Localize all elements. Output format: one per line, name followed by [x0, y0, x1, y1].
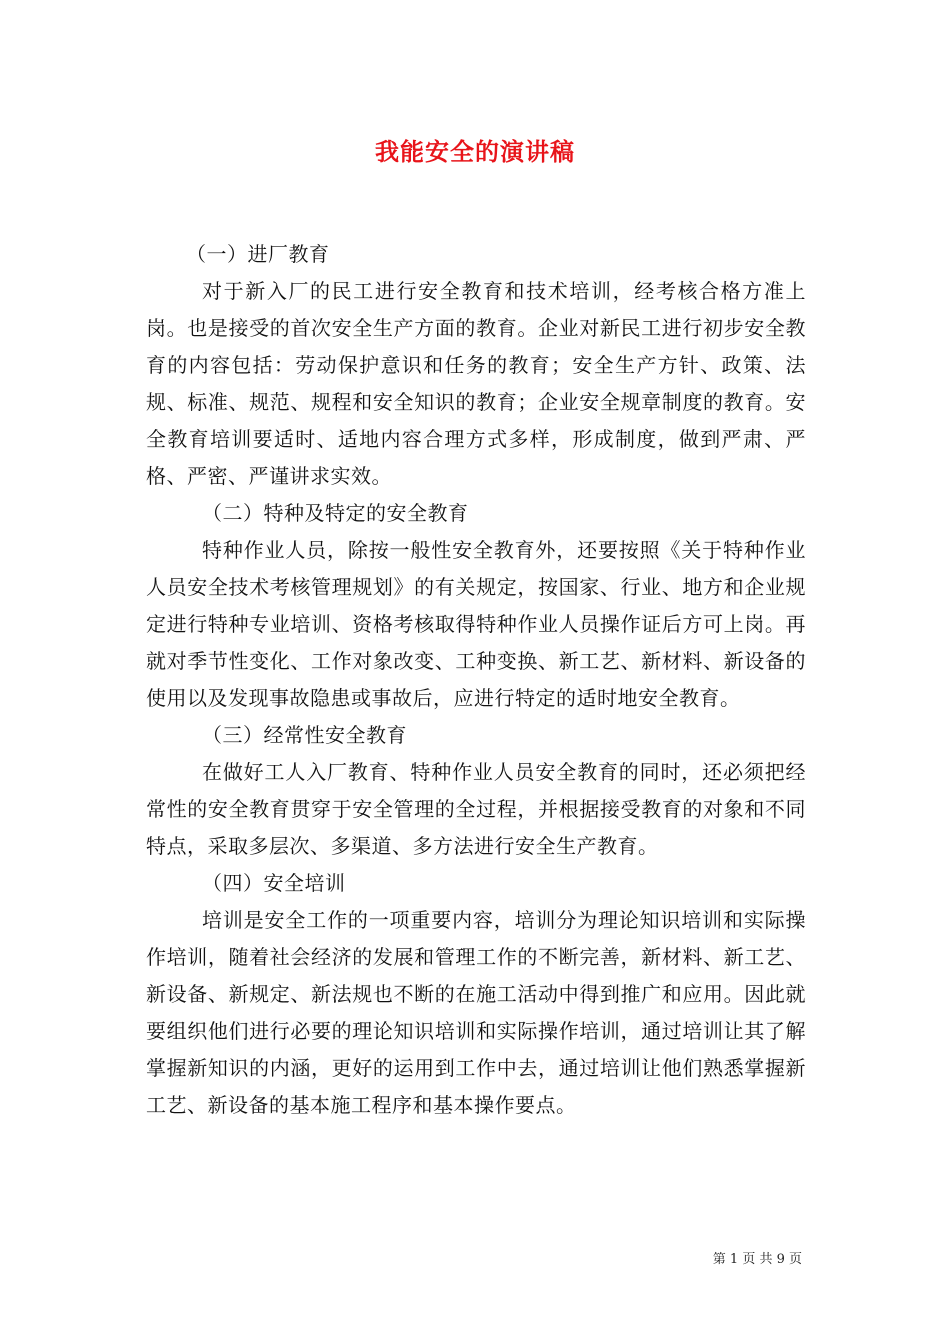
document-body — [146, 236, 806, 1124]
section-paragraph-3: 在做好工人入厂教育、特种作业人员安全教育的同时，还必须把经常性的安全教育贯穿于安全管理的全过程，并根据接受教育的对象和不同特点，采取多层次、多渠道、多方法进行安全生产教育。 — [146, 760, 806, 858]
section-heading-1: （一）进厂教育 — [186, 242, 330, 266]
section-paragraph-4: 培训是安全工作的一项重要内容，培训分为理论知识培训和实际操作培训，随着社会经济的发展和管理工作的不断完善，新材料、新工艺、新设备、新规定、新法规也不断的在施工活动中得到推广和应用。因此就要组织他们进行必要的理论知识培训和实际操作培训，通过培训让其了解掌握新知识的内涵，更好的运用到工作中去，通过培训让他们熟悉掌握新工艺、新设备的基本施工程序和基本操作要点。 — [146, 908, 806, 1117]
page-number-footer: 第 1 页 共 9 页 — [712, 1252, 802, 1267]
section-paragraph-2: 特种作业人员，除按一般性安全教育外，还要按照《关于特种作业人员安全技术考核管理规划》的有关规定，按国家、行业、地方和企业规定进行特种专业培训、资格考核取得特种作业人员操作证后方可上岗。再就对季节性变化、工作对象改变、工种变换、新工艺、新材料、新设备的使用以及发现事故隐患或事故后，应进行特定的适时地安全教育。 — [146, 538, 806, 710]
section-paragraph-1: 对于新入厂的民工进行安全教育和技术培训，经考核合格方准上岗。也是接受的首次安全生产方面的教育。企业对新民工进行初步安全教育的内容包括：劳动保护意识和任务的教育；安全生产方针、政策、法规、标准、规范、规程和安全知识的教育；企业安全规章制度的教育。安全教育培训要适时、适地内容合理方式多样，形成制度，做到严肃、严格、严密、严谨讲求实效。 — [146, 279, 806, 488]
section-heading-2: （二）特种及特定的安全教育 — [202, 501, 469, 525]
document-title: 我能安全的演讲稿 — [375, 137, 575, 166]
section-heading-4: （四）安全培训 — [202, 871, 346, 895]
section-heading-3: （三）经常性安全教育 — [202, 723, 407, 747]
